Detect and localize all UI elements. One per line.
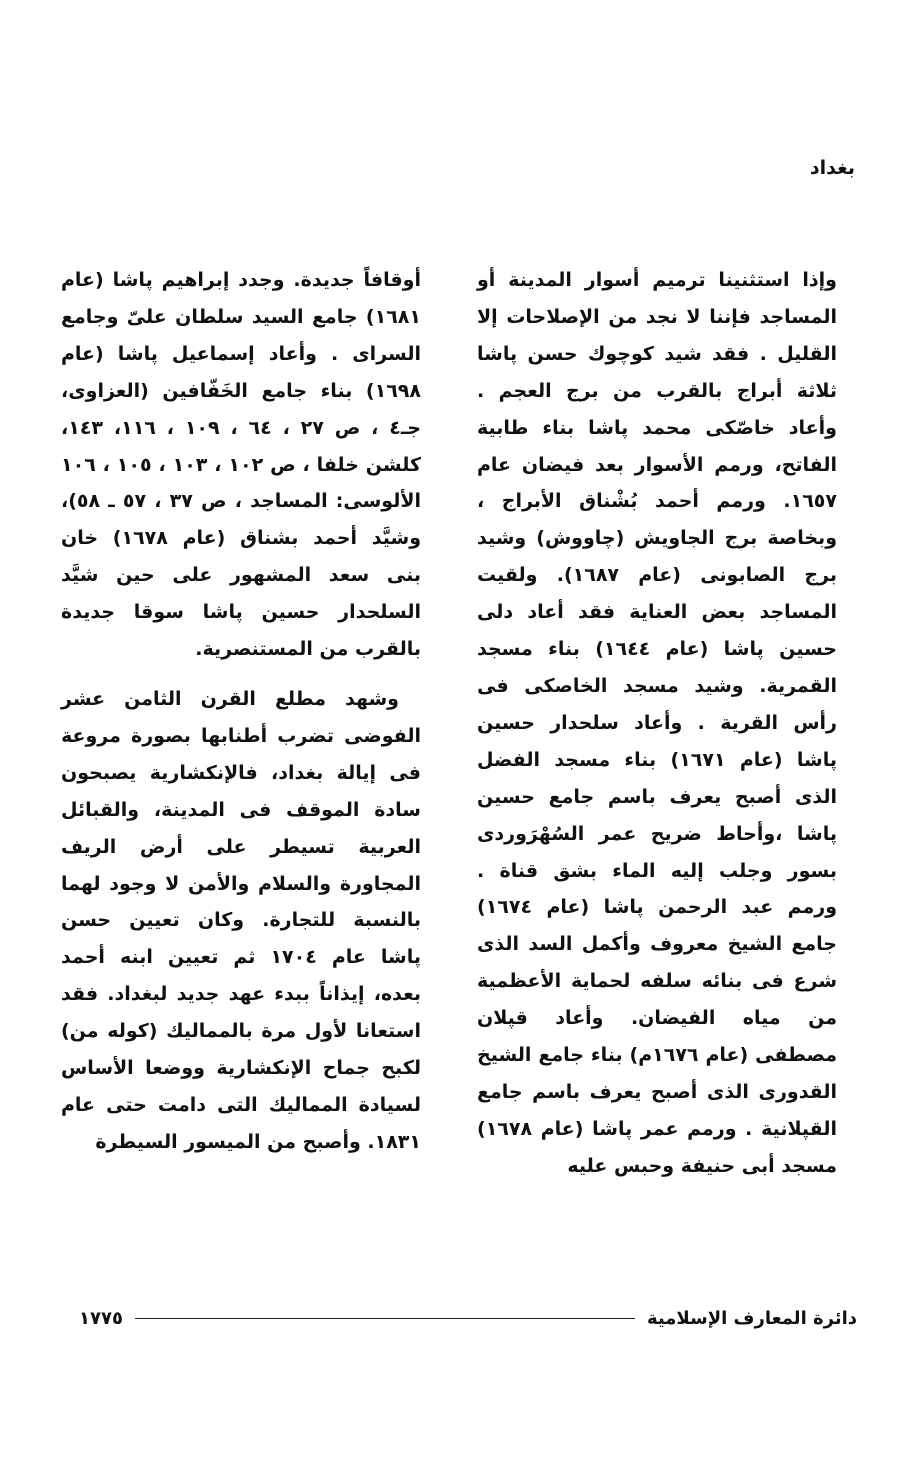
footer-rule xyxy=(135,1318,635,1319)
paragraph: وإذا استثنينا ترميم أسوار المدينة أو المساجد فإننا لا نجد من الإصلاحات إلا القليل . فقد شيد كوچوك حسن پاشا ثلاثة أبراج بالقرب من برج العجم . وأعاد خاصّكى محمد پاشا بناء طابية الفاتح، ورمم الأسوار بعد فيضان عام ١٦٥٧. ورمم أحمد بُشْناق الأبراج ، وبخاصة برج الجاويش (چاووش) وشيد برج الصابونى (عام ١٦٨٧). ولقيت المساجد بعض العناية فقد أعاد دلى حسين پاشا (عام ١٦٤٤) بناء مسجد القمرية. وشيد مسجد الخاصكى فى رأس القرية . وأعاد سلحدار حسين پاشا (عام ١٦٧١) بناء مسجد الفضل الذى أصبح يعرف باسم جامع حسين پاشا ،وأحاط ضريح عمر السُهْرَوردى بسور وجلب إليه الماء بشق قناة . ورمم عبد الرحمن پاشا (عام ١٦٧٤) جامع الشيخ معروف وأكمل السد الذى شرع فى بنائه سلفه لحماية الأعظمية من مياه الفيضان. وأعاد قپلان مصطفى (عام ١٦٧٦م) بناء جامع الشيخ القدورى الذى أصبح يعرف باسم جامع القپلانية . ورمم عمر پاشا (عام ١٦٧٨) مسجد أبى حنيفة وحبس عليه xyxy=(477,269,837,1177)
text-column-left xyxy=(61,262,421,1161)
page-footer xyxy=(79,1298,857,1338)
text-column-right xyxy=(477,262,837,1185)
paragraph: أوقافاً جديدة. وجدد إبراهيم پاشا (عام ١٦٨١) جامع السيد سلطان علىّ وجامع السراى . وأعاد إسماعيل پاشا (عام ١٦٩٨) بناء جامع الخَفّافين (العزاوى، جـ٤ ، ص ٢٧ ، ٦٤ ، ١٠٩ ، ١١٦، ١٤٣، كلشن خلفا ، ص ١٠٢ ، ١٠٣ ، ١٠٥ ، ١٠٦ الألوسى: المساجد ، ص ٣٧ ، ٥٧ ـ ٥٨)، وشيَّد أحمد بشناق (عام ١٦٧٨) خان بنى سعد المشهور على حين شيَّد السلحدار حسين پاشا سوقا جديدة بالقرب من المستنصرية. xyxy=(61,269,422,661)
page-number: ١٧٧٥ xyxy=(79,1307,123,1329)
journal-title: دائرة المعارف الإسلامية xyxy=(646,1307,857,1329)
paragraph: وشهد مطلع القرن الثامن عشر الفوضى تضرب أطنابها بصورة مروعة فى إيالة بغداد، فالإنكشارية يصبحون سادة الموقف فى المدينة، والقبائل العربية تسيطر على أرض الريف المجاورة والسلام والأمن لا وجود لهما بالنسبة للتجارة. وكان تعيين حسن پاشا عام ١٧٠٤ ثم تعيين ابنه أحمد بعده، إيذاناً ببدء عهد جديد لبغداد. فقد استعانا لأول مرة بالمماليك (كوله من) لكبح جماح الإنكشارية ووضعا الأساس لسيادة المماليك التى دامت حتى عام ١٨٣١. وأصبح من الميسور السيطرة xyxy=(61,687,421,1153)
running-head: بغداد xyxy=(809,157,855,179)
